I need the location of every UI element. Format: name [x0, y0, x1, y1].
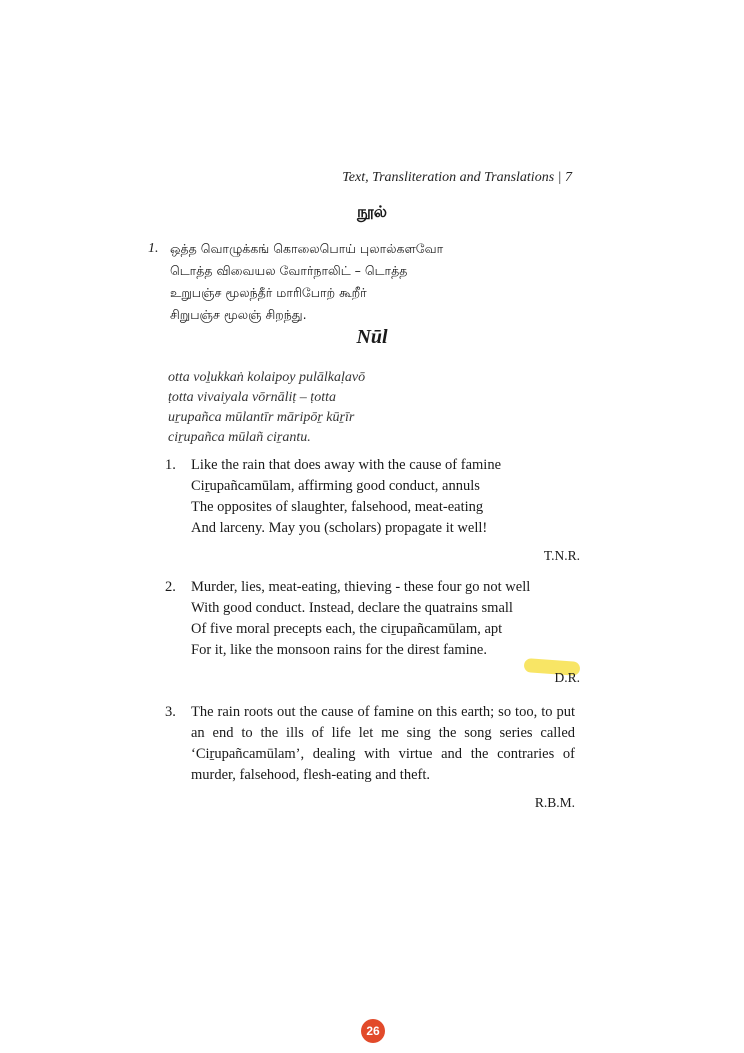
roman-title: Nūl	[356, 326, 388, 348]
tamil-line: உறுபஞ்ச மூலந்தீர் மாரிபோற் கூறீர்	[170, 285, 367, 300]
tamil-verse	[148, 238, 443, 326]
translation-line: Murder, lies, meat-eating, thieving - these four go not well	[191, 579, 531, 595]
translit-line: ciṟupañca mūlañ ciṟantu.	[168, 430, 311, 445]
tamil-title: நூல்	[356, 202, 388, 221]
translit-line: otta voḻukkaṅ kolaipoy pulālkaḷavō	[168, 370, 366, 385]
translation-2	[165, 577, 580, 688]
transliteration	[168, 368, 365, 448]
tamil-verse-number: 1.	[148, 241, 159, 256]
translation-line: Like the rain that does away with the cause of famine	[191, 457, 502, 473]
tamil-line: ஒத்த வொழுக்கங் கொலைபொய் புலால்களவோ	[170, 241, 444, 256]
translation-1	[165, 455, 580, 566]
translation-number: 3.	[165, 704, 176, 720]
translation-line: The opposites of slaughter, falsehood, meat-eating	[191, 499, 484, 515]
translator-credit: T.N.R.	[543, 548, 580, 563]
translator-credit: D.R.	[554, 670, 580, 685]
page-number-badge: 26	[361, 1019, 385, 1043]
translation-line: With good conduct. Instead, declare the quatrains small	[191, 600, 513, 616]
running-header: Text, Transliteration and Translations | 7	[342, 170, 572, 185]
tamil-line: சிறுபஞ்ச மூலஞ் சிறந்து.	[170, 307, 307, 322]
translation-paragraph: The rain roots out the cause of famine on this earth; so too, to put an end to the ills of life let me sing the song series called ‘Ciṟupañcamūlam’, dealing with virtue and the contraries of murder, falsehood, flesh-eating and theft.	[191, 704, 575, 783]
translator-credit: R.B.M.	[534, 795, 575, 810]
translation-line: Ciṟupañcamūlam, affirming good conduct, annuls	[191, 478, 480, 494]
translation-3	[165, 702, 575, 813]
translation-number: 2.	[165, 579, 176, 595]
translation-line: For it, like the monsoon rains for the direst famine.	[191, 642, 487, 658]
translation-line: And larceny. May you (scholars) propagate it well!	[191, 520, 488, 536]
translation-line: Of five moral precepts each, the ciṟupañcamūlam, apt	[191, 621, 503, 637]
translit-line: uṟupañca mūlantīr māripōṟ kūṟīr	[168, 410, 355, 425]
translit-line: ṭotta vivaiyala vōrnāliṭ – ṭotta	[168, 390, 336, 405]
translation-number: 1.	[165, 457, 176, 473]
tamil-line: டொத்த விவையல வோர்நாலிட் – டொத்த	[170, 263, 408, 278]
